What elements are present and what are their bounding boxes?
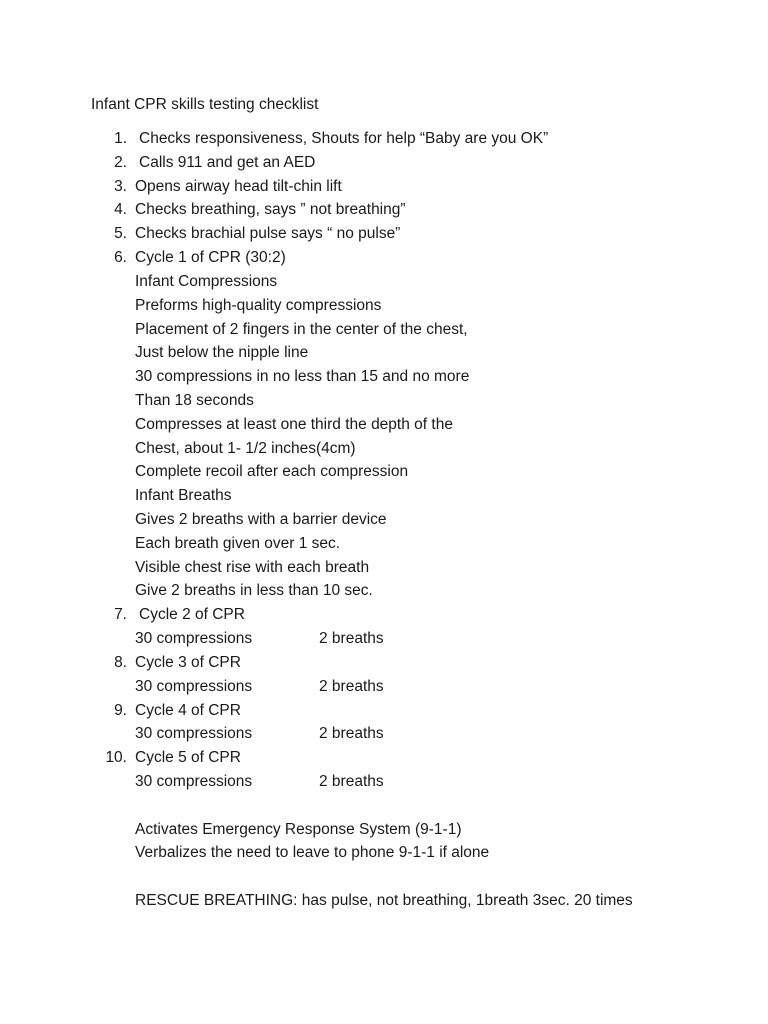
list-item [0,246,768,270]
breaths-count: 2 breaths [319,725,384,743]
sub-text: Compresses at least one third the depth of the [135,415,453,433]
compressions-count: 30 compressions [135,677,253,695]
item-number: 3. [114,177,127,195]
sub-line [0,318,768,342]
item-text: Cycle 5 of CPR [135,749,241,767]
list-item [0,746,768,770]
list-item [0,603,768,627]
item-text: Checks brachial pulse says “ no pulse” [135,225,401,243]
item-text: Checks responsiveness, Shouts for help “Baby are you OK” [139,130,549,147]
list-item [0,127,768,151]
sub-text: Placement of 2 fingers in the center of the chest, [135,320,468,338]
list-item [0,198,768,222]
sub-text: Infant Breaths [135,487,232,505]
note-line [0,818,768,842]
sub-text: Complete recoil after each compression [135,463,409,481]
sub-text: Just below the nipple line [135,344,309,362]
list-item [0,151,768,175]
sub-text: Than 18 seconds [135,391,254,409]
compressions-count: 30 compressions [135,725,253,743]
list-item [0,651,768,675]
list-item [0,175,768,199]
cycle-detail-line [0,770,768,794]
item-text: Cycle 2 of CPR [139,606,245,624]
item-text: Cycle 3 of CPR [135,653,241,671]
item-text: Cycle 1 of CPR (30:2) [135,249,286,267]
breaths-count: 2 breaths [319,772,384,790]
item-number: 9. [114,701,127,719]
sub-text: Visible chest rise with each breath [135,558,370,576]
sub-line [0,413,768,437]
blank-line [0,865,768,889]
item-text: Calls 911 and get an AED [139,153,316,171]
sub-text: Preforms high-quality compressions [135,296,382,314]
item-number: 7. [114,606,127,624]
sub-line [0,508,768,532]
blank-line [0,794,768,818]
sub-text: Each breath given over 1 sec. [135,534,341,552]
item-text: Opens airway head tilt-chin lift [135,177,342,195]
item-number: 2. [114,153,127,171]
sub-line [0,341,768,365]
sub-line [0,389,768,413]
item-number: 5. [114,225,127,243]
list-item [0,222,768,246]
checklist [0,127,768,913]
sub-text: Give 2 breaths in less than 10 sec. [135,582,373,600]
item-number: 10. [105,749,127,767]
page-title: Infant CPR skills testing checklist [91,96,319,113]
compressions-count: 30 compressions [135,630,253,648]
list-item [0,699,768,723]
item-text: Cycle 4 of CPR [135,701,241,719]
cycle-detail-line [0,675,768,699]
sub-line [0,460,768,484]
item-number: 1. [114,130,127,147]
breaths-count: 2 breaths [319,630,384,648]
item-number: 4. [114,201,127,219]
sub-line [0,484,768,508]
sub-line [0,532,768,556]
sub-line [0,270,768,294]
ems-note: Activates Emergency Response System (9-1-1) [135,820,462,838]
ems-note: Verbalizes the need to leave to phone 9-1-1 if alone [135,844,490,862]
item-number: 6. [114,249,127,267]
cycle-detail-line [0,722,768,746]
sub-text: Infant Compressions [135,272,278,290]
sub-line [0,437,768,461]
sub-line [0,556,768,580]
compressions-count: 30 compressions [135,772,253,790]
sub-text: Chest, about 1- 1/2 inches(4cm) [135,439,356,457]
breaths-count: 2 breaths [319,677,384,695]
sub-text: Gives 2 breaths with a barrier device [135,511,387,528]
sub-line [0,294,768,318]
sub-line [0,365,768,389]
rescue-breathing-note: RESCUE BREATHING: has pulse, not breathing, 1breath 3sec. 20 times [135,892,633,909]
note-line [0,841,768,865]
item-text: Checks breathing, says ” not breathing” [135,201,406,219]
item-number: 8. [114,653,127,671]
sub-line [0,579,768,603]
cycle-detail-line [0,627,768,651]
note-line [0,889,768,913]
sub-text: 30 compressions in no less than 15 and no more [135,368,470,386]
